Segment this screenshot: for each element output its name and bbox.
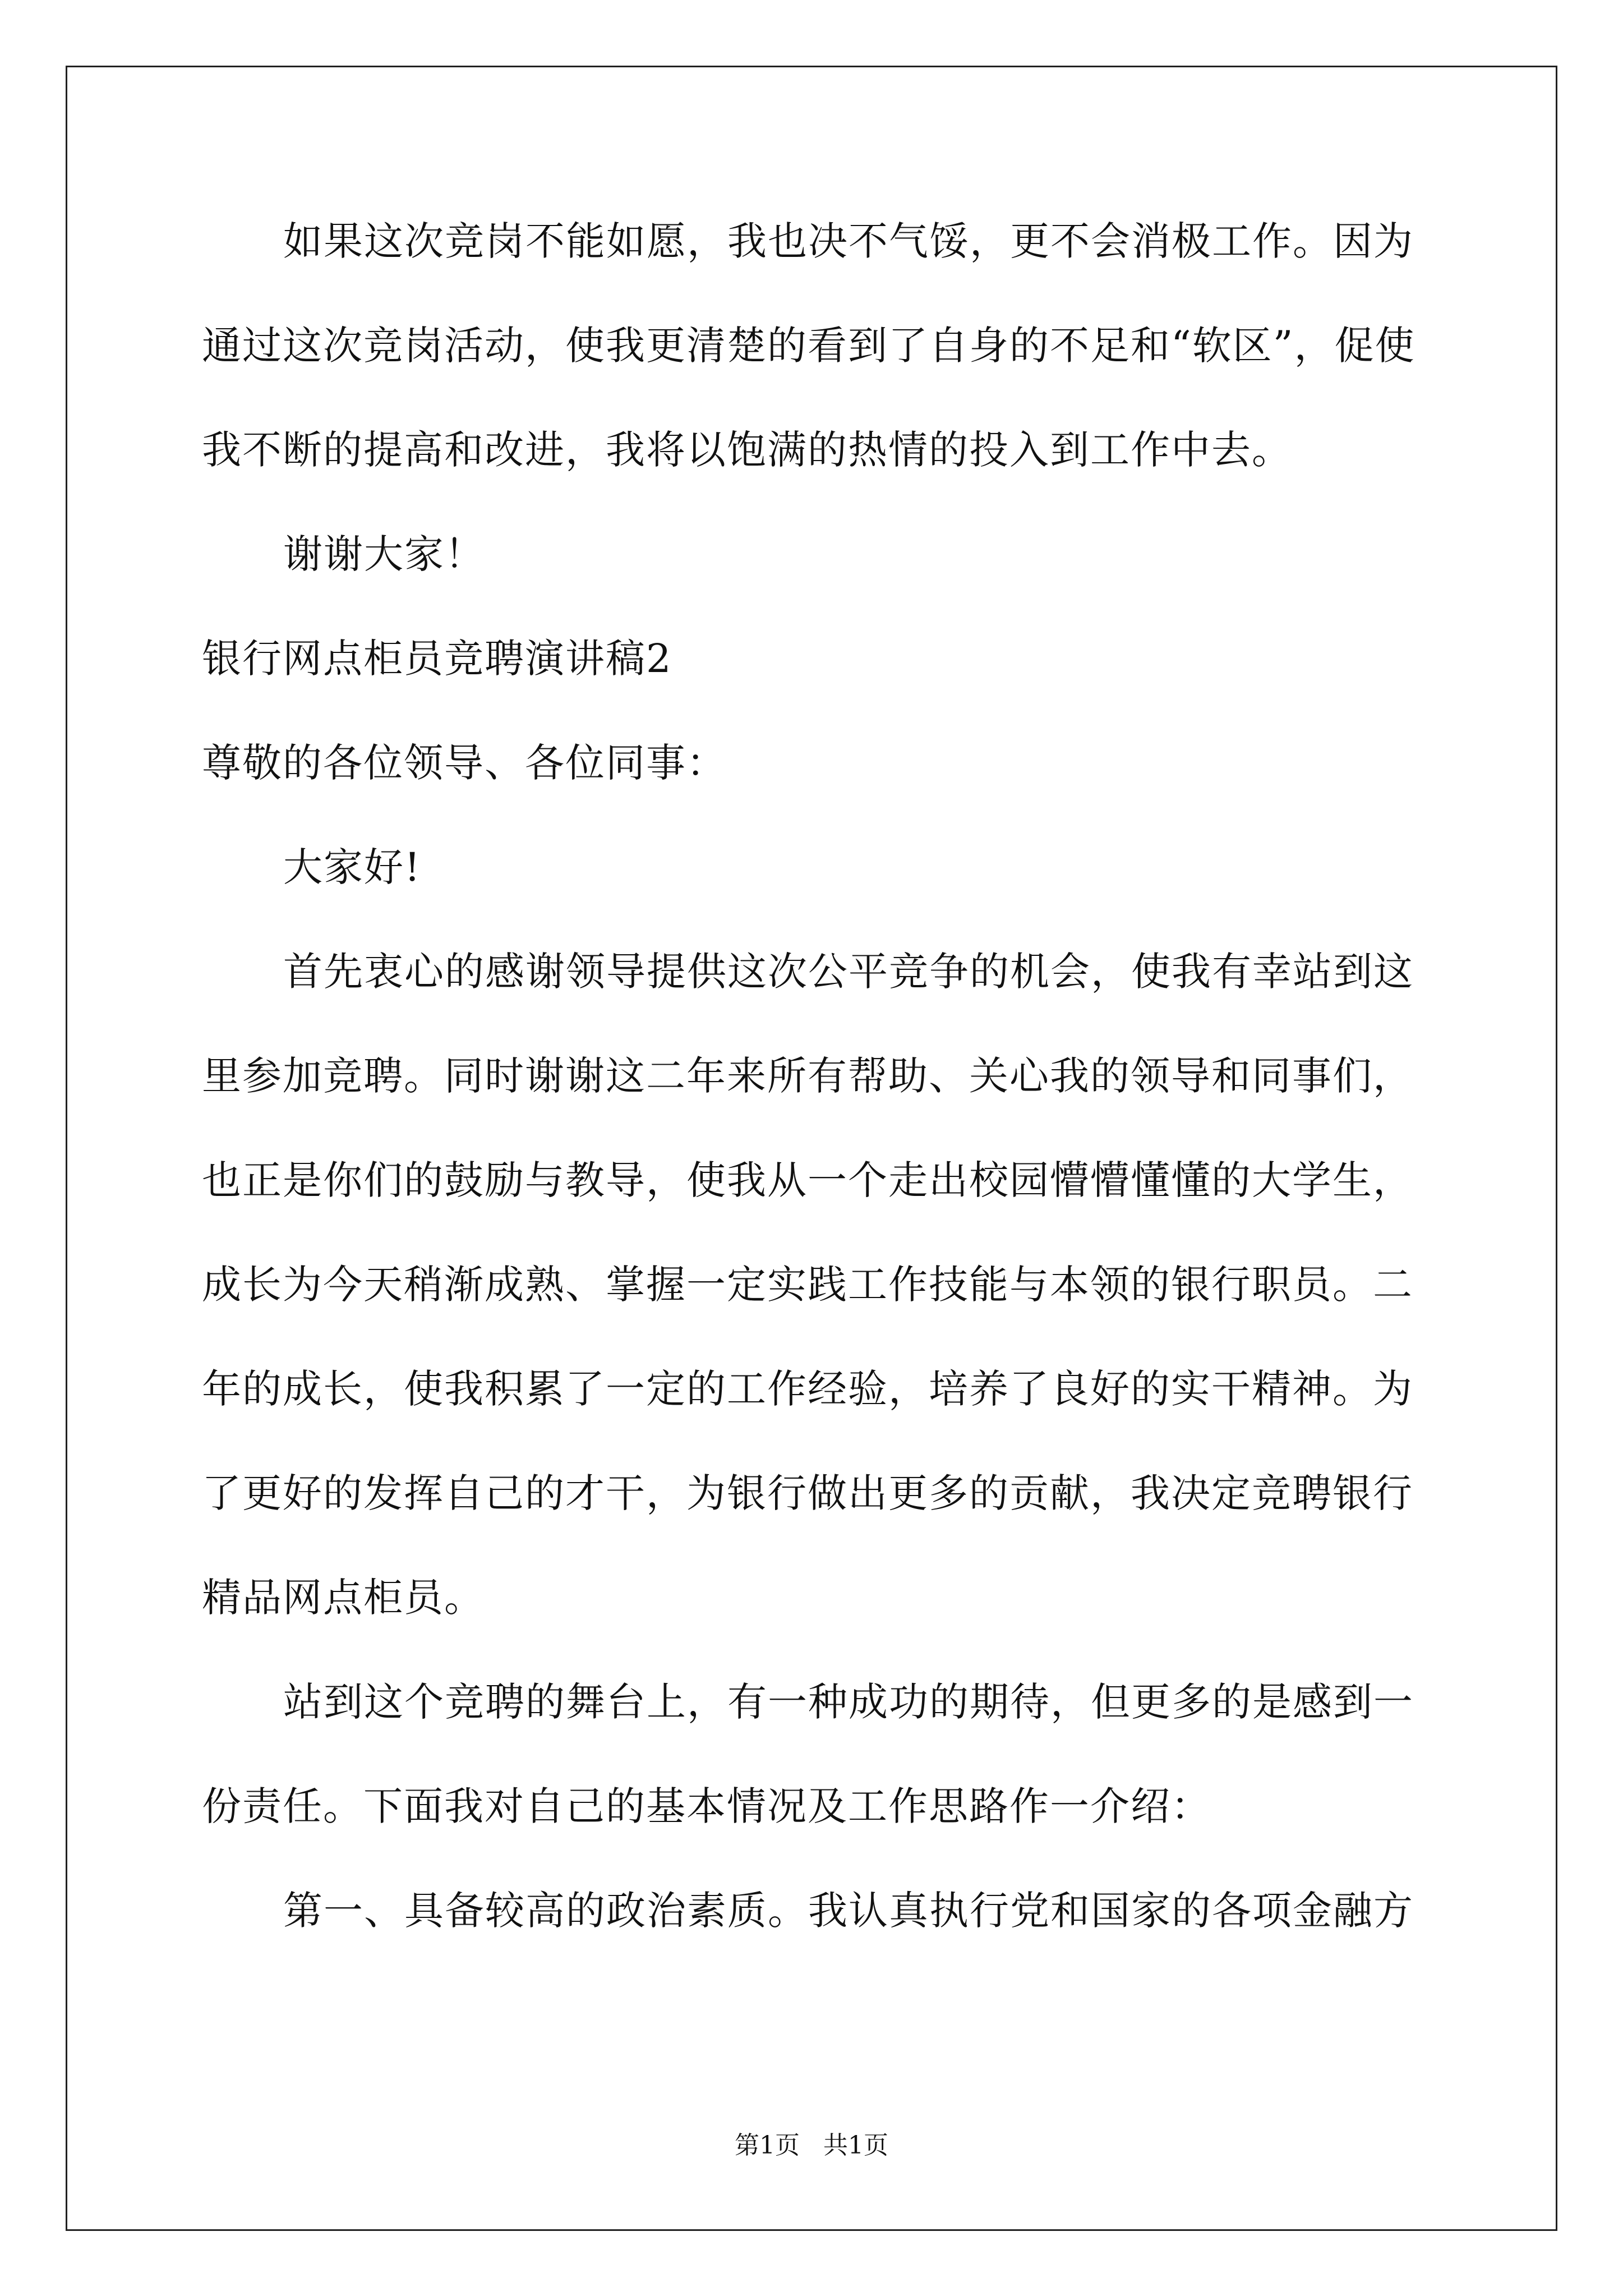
- paragraph-line: 首先衷心的感谢领导提供这次公平竞争的机会，使我有幸站到这: [283, 949, 1414, 995]
- paragraph-line: 站到这个竞聘的舞台上，有一种成功的期待，但更多的是感到一: [283, 1679, 1414, 1725]
- paragraph-line: 我不断的提高和改进，我将以饱满的热情的投入到工作中去。: [202, 427, 1292, 473]
- paragraph-line: 精品网点柜员。: [202, 1575, 485, 1621]
- section-title: 银行网点柜员竞聘演讲稿2: [202, 636, 672, 682]
- salutation: 尊敬的各位领导、各位同事：: [202, 740, 727, 786]
- paragraph-line: 了更好的发挥自己的才干，为银行做出更多的贡献，我决定竞聘银行: [202, 1470, 1413, 1516]
- paragraph-line: 里参加竞聘。同时谢谢这二年来所有帮助、关心我的领导和同事们，: [202, 1053, 1413, 1099]
- greeting: 大家好!: [283, 844, 422, 890]
- paragraph-line: 份责任。下面我对自己的基本情况及工作思路作一介绍：: [202, 1783, 1211, 1829]
- paragraph-line: 也正是你们的鼓励与教导，使我从一个走出校园懵懵懂懂的大学生，: [202, 1157, 1413, 1203]
- page-footer: 第1页 共1页: [735, 2131, 888, 2160]
- paragraph-line: 年的成长，使我积累了一定的工作经验，培养了良好的实干精神。为: [202, 1366, 1413, 1412]
- paragraph-line: 通过这次竞岗活动，使我更清楚的看到了自身的不足和“软区”，促使: [202, 323, 1415, 369]
- paragraph-line: 成长为今天稍渐成熟、掌握一定实践工作技能与本领的银行职员。二: [202, 1262, 1413, 1308]
- paragraph-line: 如果这次竞岗不能如愿，我也决不气馁，更不会消极工作。因为: [283, 218, 1414, 264]
- closing-thanks: 谢谢大家！: [283, 531, 485, 577]
- paragraph-line: 第一、具备较高的政治素质。我认真执行党和国家的各项金融方: [283, 1888, 1414, 1934]
